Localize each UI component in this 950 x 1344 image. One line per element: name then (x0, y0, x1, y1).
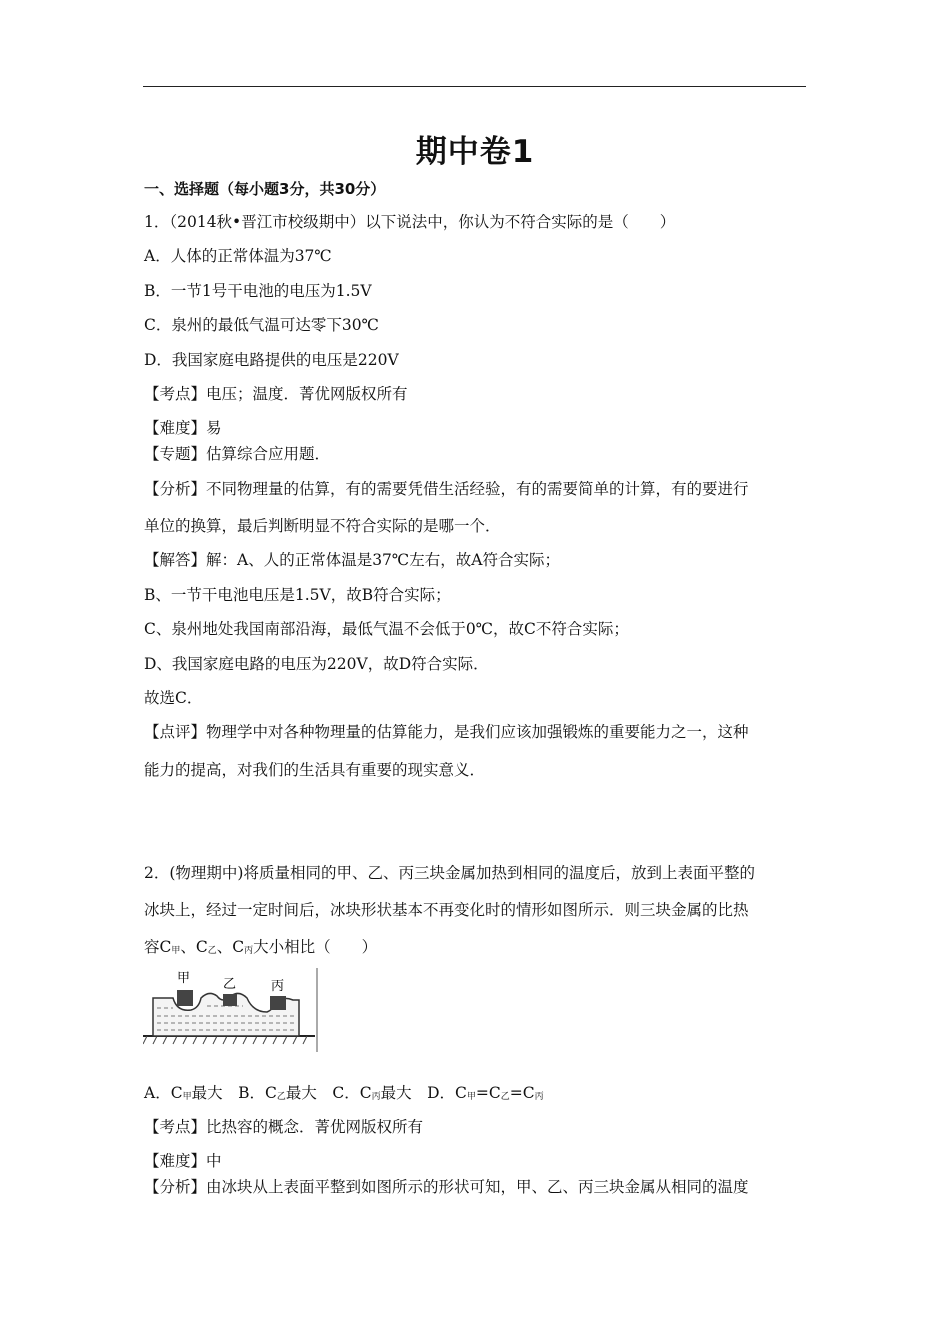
fig-label-jia: 甲 (177, 971, 191, 986)
q1-nandu: 【难度】易 (144, 419, 222, 437)
q1-jieda-line5: 故选C． (144, 689, 203, 707)
q1-kaodian: 【考点】电压；温度．菁优网版权所有 (144, 385, 408, 403)
q2-stem-line1: 2．(物理期中)将质量相同的甲、乙、丙三块金属加热到相同的温度后，放到上表面平整的 (144, 864, 755, 882)
q2-nandu: 【难度】中 (144, 1152, 222, 1170)
q1-fenxi-line2: 单位的换算，最后判断明显不符合实际的是哪一个． (144, 517, 501, 535)
fig-label-bing: 丙 (271, 979, 285, 994)
q2-fenxi-line1: 【分析】由冰块从上表面平整到如图所示的形状可知，甲、乙、丙三块金属从相同的温度 (144, 1178, 749, 1196)
q2-stem-line2: 冰块上，经过一定时间后，冰块形状基本不再变化时的情形如图所示．则三块金属的比热 (144, 901, 749, 919)
q1-jieda-line4: D、我国家庭电路的电压为220V，故D符合实际． (144, 655, 489, 673)
q2-kaodian: 【考点】比热容的概念．菁优网版权所有 (144, 1118, 424, 1136)
q1-option-b: B．一节1号干电池的电压为1.5V (144, 282, 372, 300)
header-rule (143, 86, 806, 87)
q1-jieda-line1: 【解答】解：A、人的正常体温是37℃左右，故A符合实际； (144, 551, 560, 569)
q1-jieda-line3: C、泉州地处我国南部沿海，最低气温不会低于0℃，故C不符合实际； (144, 620, 629, 638)
section-heading: 一、选择题（每小题3分，共30分） (144, 180, 386, 198)
q1-option-c: C．泉州的最低气温可达零下30℃ (144, 316, 379, 334)
q1-option-d: D．我国家庭电路提供的电压是220V (144, 351, 399, 369)
page-title: 期中卷1 (415, 134, 535, 170)
q1-jieda-line2: B、一节干电池电压是1.5V，故B符合实际； (144, 586, 451, 604)
fig-label-yi: 乙 (223, 977, 237, 992)
ice-block-figure (143, 966, 321, 1052)
q2-options: A．$C_甲$最大 B．$C_乙$最大 C．$C_丙$最大 D．$C_甲=C_乙=C_丙$ (144, 1084, 544, 1102)
q1-stem: 1．（2014秋•晋江市校级期中）以下说法中，你认为不符合实际的是（ ） (144, 213, 676, 231)
q1-dianping-line1: 【点评】物理学中对各种物理量的估算能力，是我们应该加强锻炼的重要能力之一，这种 (144, 723, 749, 741)
q1-dianping-line2: 能力的提高，对我们的生活具有重要的现实意义． (144, 761, 486, 779)
q1-fenxi-line1: 【分析】不同物理量的估算，有的需要凭借生活经验，有的需要简单的计算，有的要进行 (144, 480, 749, 498)
q2-stem-line3: 容$C_甲$、$C_乙$、$C_丙$大小相比（ ） (144, 938, 378, 956)
q1-zhuanti: 【专题】估算综合应用题． (144, 445, 331, 463)
q1-option-a: A．人体的正常体温为37℃ (144, 247, 332, 265)
